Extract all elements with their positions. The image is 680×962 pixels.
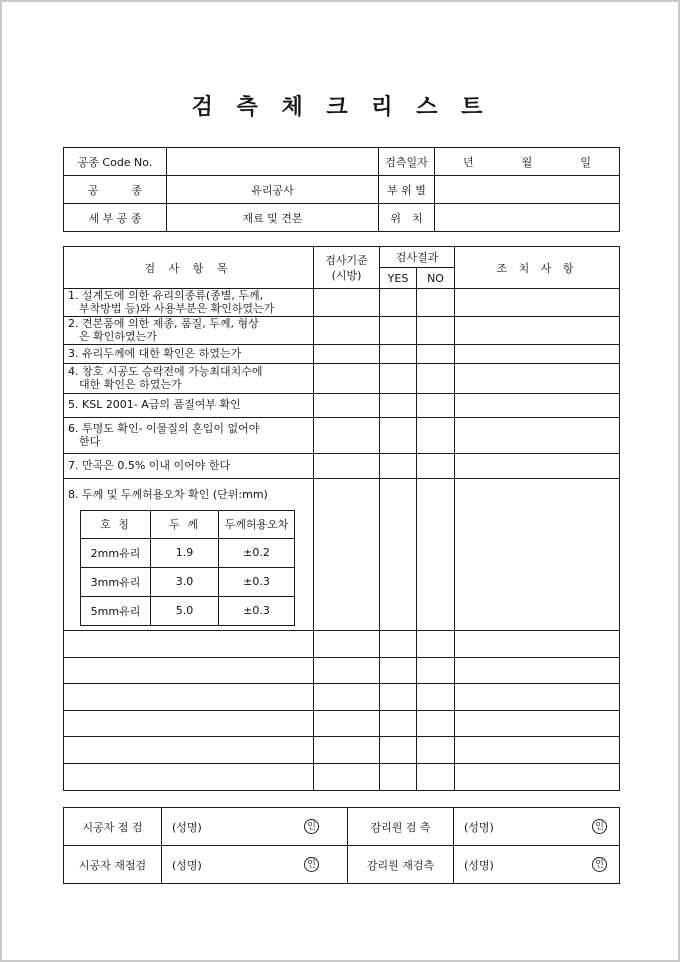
criteria-cell [314,394,380,418]
empty-row [64,684,620,711]
date-parts [439,154,615,170]
action-cell [455,737,620,764]
glass-thickness: 3.0 [151,567,219,596]
empty-row [64,711,620,737]
item-line: 7. 만곡은 0.5% 이내 이어야 한다 [68,458,231,472]
action-cell [455,764,620,791]
supervisor-recheck-signature [454,846,620,884]
page-title: 검 측 체 크 리 스 트 [191,94,491,120]
yes-cell [380,317,417,345]
sub-work-label: 세 부 공 종 [64,204,167,232]
action-cell [455,394,620,418]
yes-cell [380,345,417,364]
no-column-header: NO [417,268,455,289]
seal-icon: 인 [304,857,319,872]
action-cell [455,317,620,345]
item-line: 1. 설계도에 의한 유리의종류(종별, 두께, [68,289,264,302]
seal-icon: 인 [592,857,607,872]
work-type-label: 공 종 [64,176,167,204]
empty-row [64,737,620,764]
item-line: 3. 유리두께에 대한 확인은 하였는가 [68,346,242,360]
criteria-cell [314,764,380,791]
checklist-row-7 [64,454,620,479]
item-cell [64,764,314,791]
criteria-label-line2: (시방) [331,268,362,282]
name-placeholder: (성명) [464,858,494,872]
no-cell [417,631,455,658]
thickness-row [81,567,295,596]
location-part-value [435,176,620,204]
criteria-cell [314,684,380,711]
no-cell [417,418,455,454]
signature-cell [162,857,347,873]
no-cell [417,658,455,684]
supervisor-recheck-label: 감리원 재검측 [348,846,454,884]
no-cell [417,394,455,418]
yes-column-header: YES [380,268,417,289]
item-cell [64,684,314,711]
checklist-row-8 [64,479,620,631]
criteria-cell [314,364,380,394]
yes-cell [380,418,417,454]
header-row-code [64,148,620,176]
action-cell [455,454,620,479]
item-cell [64,737,314,764]
inspection-date-label: 검측일자 [379,148,435,176]
code-no-label: 공종 Code No. [64,148,167,176]
action-cell [455,289,620,317]
yes-cell [380,737,417,764]
item-line: 부착방법 등)와 사용부분은 확인하였는가 [79,301,275,315]
item-text [64,454,314,479]
item-cell [64,711,314,737]
name-placeholder: (성명) [172,858,202,872]
no-cell [417,711,455,737]
empty-row [64,631,620,658]
item-cell [64,658,314,684]
yes-cell [380,479,417,631]
position-label: 위 치 [379,204,435,232]
signature-cell [454,857,619,873]
thickness-column-header: 두 께 [151,510,219,538]
checklist-row-5 [64,394,620,418]
thickness-header-row [81,510,295,538]
checklist-row-2 [64,317,620,345]
no-cell [417,345,455,364]
thickness-table [80,510,295,626]
criteria-cell [314,631,380,658]
no-cell [417,764,455,791]
glass-thickness: 5.0 [151,596,219,625]
criteria-cell [314,479,380,631]
seal-icon: 인 [304,819,319,834]
tolerance-column-header: 두께허용오차 [219,510,295,538]
no-cell [417,364,455,394]
yes-cell [380,364,417,394]
signature-row-recheck [64,846,620,884]
no-cell [417,454,455,479]
item-line: 8. 두께 및 두께허용오차 확인 (단위:mm) [68,487,268,501]
item-line: 한다 [79,434,101,448]
no-cell [417,479,455,631]
criteria-cell [314,737,380,764]
signature-cell [454,819,619,835]
code-no-value [167,148,379,176]
glass-name: 3mm유리 [81,567,151,596]
criteria-label-line1: 검사기준 [325,253,368,267]
glass-thickness: 1.9 [151,538,219,567]
no-cell [417,684,455,711]
item-line: 6. 투명도 확인- 이물질의 혼입이 없어야 [68,422,260,435]
contractor-check-signature [162,808,348,846]
work-type-value: 유리공사 [167,176,379,204]
action-cell [455,418,620,454]
thickness-row [81,538,295,567]
glass-tolerance: ±0.3 [219,567,295,596]
form-content [62,2,620,884]
item-text [64,289,314,317]
item-line: 5. KSL 2001- A급의 품질여부 확인 [68,398,241,412]
header-row-subwork [64,204,620,232]
action-cell [455,364,620,394]
action-column-header: 조 치 사 항 [455,247,620,289]
action-cell [455,345,620,364]
seal-icon: 인 [592,819,607,834]
inspection-date-value [435,148,620,176]
checklist-row-6 [64,418,620,454]
action-cell [455,658,620,684]
criteria-cell [314,454,380,479]
yes-cell [380,684,417,711]
no-cell [417,317,455,345]
supervisor-check-label: 감리원 검 측 [348,808,454,846]
items-column-header: 검 사 항 목 [64,247,314,289]
checklist-row-3 [64,345,620,364]
item-text [64,479,314,631]
position-value [435,204,620,232]
location-part-label: 부 위 별 [379,176,435,204]
item-text [64,394,314,418]
criteria-cell [314,317,380,345]
item-line: 대한 확인은 하였는가 [79,377,182,391]
action-cell [455,631,620,658]
no-cell [417,289,455,317]
signature-cell [162,819,347,835]
yes-cell [380,631,417,658]
action-cell [455,684,620,711]
sub-work-value: 재료 및 견본 [167,204,379,232]
name-column-header: 호 칭 [81,510,151,538]
thickness-row [81,596,295,625]
yes-cell [380,454,417,479]
contractor-recheck-label: 시공자 재점검 [64,846,162,884]
criteria-cell [314,711,380,737]
glass-tolerance: ±0.2 [219,538,295,567]
glass-tolerance: ±0.3 [219,596,295,625]
day-label: 일 [580,155,591,169]
action-cell [455,479,620,631]
result-column-header: 검사결과 [380,247,455,268]
criteria-cell [314,289,380,317]
item-text [64,345,314,364]
header-table [63,147,620,232]
header-row-worktype [64,176,620,204]
empty-row [64,658,620,684]
year-label: 년 [463,155,474,169]
item-text [64,418,314,454]
contractor-check-label: 시공자 점 검 [64,808,162,846]
item-text [64,364,314,394]
criteria-column-header [314,247,380,289]
item-line: 4. 창호 시공도 승락전에 가능최대치수에 [68,365,263,378]
signature-table [63,807,620,884]
item-line: 2. 견본품에 의한 제종, 품질, 두께, 형상 [68,317,259,330]
yes-cell [380,764,417,791]
item-line: 은 확인하였는가 [79,329,157,343]
yes-cell [380,711,417,737]
action-cell [455,711,620,737]
signature-row-check [64,808,620,846]
no-cell [417,737,455,764]
yes-cell [380,658,417,684]
contractor-recheck-signature [162,846,348,884]
glass-name: 2mm유리 [81,538,151,567]
glass-name: 5mm유리 [81,596,151,625]
checklist-row-4 [64,364,620,394]
name-placeholder: (성명) [464,820,494,834]
criteria-cell [314,418,380,454]
checklist-header-row-1 [64,247,620,268]
criteria-cell [314,658,380,684]
empty-row [64,764,620,791]
checklist-row-1 [64,289,620,317]
yes-cell [380,289,417,317]
item-text [64,317,314,345]
checklist-table [63,246,620,791]
name-placeholder: (성명) [172,820,202,834]
supervisor-check-signature [454,808,620,846]
yes-cell [380,394,417,418]
item-cell [64,631,314,658]
criteria-cell [314,345,380,364]
month-label: 월 [521,155,533,169]
